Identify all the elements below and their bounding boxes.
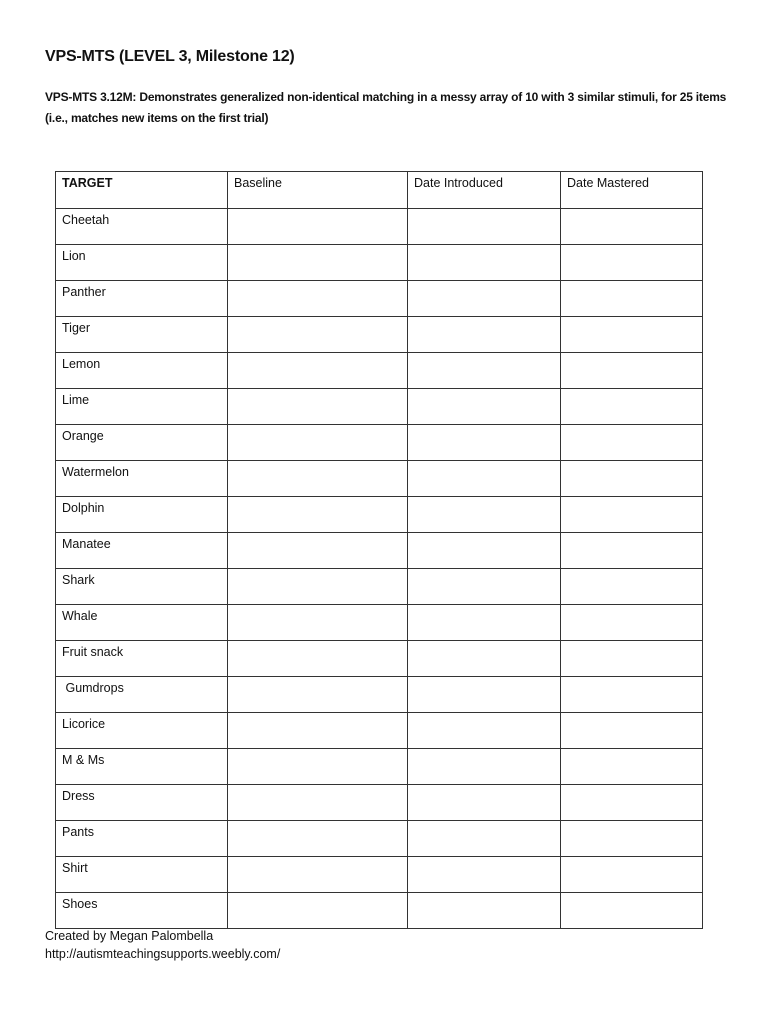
date-mastered-cell[interactable] — [561, 749, 703, 785]
table-row — [56, 209, 703, 245]
table-row — [56, 569, 703, 605]
date-mastered-cell[interactable] — [561, 389, 703, 425]
milestone-description: VPS-MTS 3.12M: Demonstrates generalized non-identical matching in a messy array of 10 with 3 similar stimuli, for 25 items (i.e., matches new items on the first trial) — [45, 90, 727, 125]
date-mastered-cell[interactable] — [561, 425, 703, 461]
baseline-cell[interactable] — [228, 353, 408, 389]
date-introduced-cell[interactable] — [408, 893, 561, 929]
table-row — [56, 245, 703, 281]
date-introduced-cell[interactable] — [408, 677, 561, 713]
baseline-cell[interactable] — [228, 317, 408, 353]
header-date-introduced: Date Introduced — [408, 172, 561, 209]
date-mastered-cell[interactable] — [561, 641, 703, 677]
table-row — [56, 785, 703, 821]
baseline-cell[interactable] — [228, 533, 408, 569]
date-introduced-cell[interactable] — [408, 281, 561, 317]
header-date-mastered: Date Mastered — [561, 172, 703, 209]
target-cell: Tiger — [56, 317, 228, 353]
date-mastered-cell[interactable] — [561, 857, 703, 893]
target-cell: Dolphin — [56, 497, 228, 533]
baseline-cell[interactable] — [228, 677, 408, 713]
table-row — [56, 893, 703, 929]
table-row — [56, 677, 703, 713]
date-introduced-cell[interactable] — [408, 209, 561, 245]
table-row — [56, 317, 703, 353]
baseline-cell[interactable] — [228, 425, 408, 461]
date-mastered-cell[interactable] — [561, 317, 703, 353]
header-baseline: Baseline — [228, 172, 408, 209]
table-header-row — [56, 172, 703, 209]
table-row — [56, 857, 703, 893]
table-row — [56, 533, 703, 569]
date-mastered-cell[interactable] — [561, 569, 703, 605]
date-mastered-cell[interactable] — [561, 461, 703, 497]
date-mastered-cell[interactable] — [561, 497, 703, 533]
tracking-table — [55, 171, 703, 929]
target-cell: Whale — [56, 605, 228, 641]
header-target: TARGET — [56, 172, 228, 209]
baseline-cell[interactable] — [228, 821, 408, 857]
target-cell: Lemon — [56, 353, 228, 389]
baseline-cell[interactable] — [228, 605, 408, 641]
date-mastered-cell[interactable] — [561, 713, 703, 749]
table-row — [56, 425, 703, 461]
footer — [45, 927, 280, 963]
baseline-cell[interactable] — [228, 641, 408, 677]
date-introduced-cell[interactable] — [408, 749, 561, 785]
baseline-cell[interactable] — [228, 785, 408, 821]
page-title: VPS-MTS (LEVEL 3, Milestone 12) — [45, 48, 295, 65]
baseline-cell[interactable] — [228, 497, 408, 533]
table-row — [56, 281, 703, 317]
target-cell: Licorice — [56, 713, 228, 749]
baseline-cell[interactable] — [228, 713, 408, 749]
date-introduced-cell[interactable] — [408, 641, 561, 677]
table-row — [56, 641, 703, 677]
baseline-cell[interactable] — [228, 893, 408, 929]
date-introduced-cell[interactable] — [408, 821, 561, 857]
date-introduced-cell[interactable] — [408, 317, 561, 353]
baseline-cell[interactable] — [228, 281, 408, 317]
target-cell: Pants — [56, 821, 228, 857]
date-introduced-cell[interactable] — [408, 785, 561, 821]
target-cell: Shoes — [56, 893, 228, 929]
date-introduced-cell[interactable] — [408, 857, 561, 893]
date-introduced-cell[interactable] — [408, 461, 561, 497]
date-introduced-cell[interactable] — [408, 713, 561, 749]
date-mastered-cell[interactable] — [561, 893, 703, 929]
table-row — [56, 821, 703, 857]
date-introduced-cell[interactable] — [408, 245, 561, 281]
date-introduced-cell[interactable] — [408, 353, 561, 389]
baseline-cell[interactable] — [228, 461, 408, 497]
baseline-cell[interactable] — [228, 245, 408, 281]
target-cell: M & Ms — [56, 749, 228, 785]
baseline-cell[interactable] — [228, 209, 408, 245]
date-mastered-cell[interactable] — [561, 533, 703, 569]
target-cell: Gumdrops — [56, 677, 228, 713]
date-mastered-cell[interactable] — [561, 821, 703, 857]
table-row — [56, 749, 703, 785]
footer-url[interactable]: http://autismteachingsupports.weebly.com/ — [45, 947, 281, 961]
table-row — [56, 605, 703, 641]
table-row — [56, 497, 703, 533]
baseline-cell[interactable] — [228, 569, 408, 605]
target-cell: Watermelon — [56, 461, 228, 497]
target-cell: Shark — [56, 569, 228, 605]
date-mastered-cell[interactable] — [561, 209, 703, 245]
date-mastered-cell[interactable] — [561, 245, 703, 281]
date-introduced-cell[interactable] — [408, 425, 561, 461]
date-introduced-cell[interactable] — [408, 389, 561, 425]
target-cell: Dress — [56, 785, 228, 821]
date-introduced-cell[interactable] — [408, 569, 561, 605]
baseline-cell[interactable] — [228, 749, 408, 785]
baseline-cell[interactable] — [228, 857, 408, 893]
target-cell: Orange — [56, 425, 228, 461]
date-mastered-cell[interactable] — [561, 785, 703, 821]
date-mastered-cell[interactable] — [561, 677, 703, 713]
date-mastered-cell[interactable] — [561, 353, 703, 389]
footer-author: Created by Megan Palombella — [45, 929, 214, 943]
date-introduced-cell[interactable] — [408, 497, 561, 533]
target-cell: Lime — [56, 389, 228, 425]
date-introduced-cell[interactable] — [408, 605, 561, 641]
table-row — [56, 713, 703, 749]
target-cell: Shirt — [56, 857, 228, 893]
table-row — [56, 461, 703, 497]
date-mastered-cell[interactable] — [561, 281, 703, 317]
table-row — [56, 389, 703, 425]
target-cell: Lion — [56, 245, 228, 281]
target-cell: Panther — [56, 281, 228, 317]
baseline-cell[interactable] — [228, 389, 408, 425]
target-cell: Fruit snack — [56, 641, 228, 677]
target-cell: Cheetah — [56, 209, 228, 245]
table-row — [56, 353, 703, 389]
date-introduced-cell[interactable] — [408, 533, 561, 569]
target-cell: Manatee — [56, 533, 228, 569]
date-mastered-cell[interactable] — [561, 605, 703, 641]
